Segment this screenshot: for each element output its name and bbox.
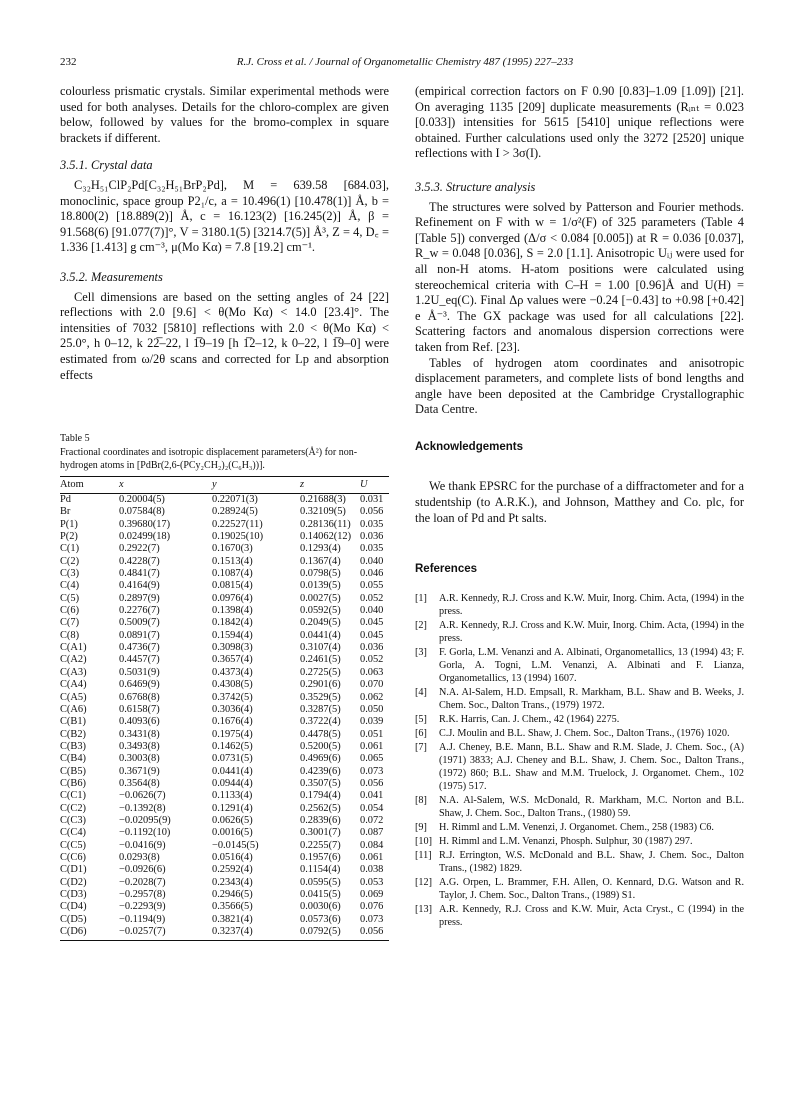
page-number: 232	[60, 56, 77, 68]
cell-y: 0.22071(3)	[212, 494, 258, 505]
cell-x: 0.3493(8)	[119, 740, 160, 752]
reference-item	[415, 849, 744, 875]
cell-z: 0.1367(4)	[300, 555, 341, 567]
cell-u: 0.072	[360, 814, 384, 826]
col-header-atom: Atom	[60, 477, 119, 494]
structure-analysis-paragraph-2: Tables of hydrogen atom coordinates and anisotropic displacement parameters, and complete lists of bond lengths and angle have been deposited at the Cambridge Crystallographic Data Centre.	[415, 355, 744, 417]
table-row	[60, 716, 389, 728]
cell-atom: C(A5)	[60, 691, 87, 703]
cell-atom: C(B2)	[60, 728, 86, 740]
cell-y: 0.3566(5)	[212, 901, 253, 913]
cell-atom: C(4)	[60, 580, 80, 592]
col-header-u: U	[360, 477, 389, 494]
cell-u: 0.041	[360, 790, 384, 802]
cell-u: 0.070	[360, 679, 384, 691]
cell-z: 0.2725(5)	[300, 666, 341, 678]
cell-x: −0.0416(9)	[119, 839, 166, 851]
cell-u: 0.054	[360, 802, 384, 814]
cell-atom: C(A6)	[60, 703, 87, 715]
table-row	[60, 753, 389, 765]
reference-text: N.A. Al-Salem, H.D. Empsall, R. Markham, B.L. Shaw and B. Weeks, J. Chem. Soc., Dalton Trans., (1979) 1972.	[439, 686, 744, 711]
cell-atom: C(B5)	[60, 765, 86, 777]
cell-x: 0.07584(8)	[119, 506, 165, 518]
reference-number: [10]	[415, 835, 432, 847]
reference-item	[415, 646, 744, 685]
cell-z: 0.0139(5)	[300, 580, 341, 592]
cell-u: 0.073	[360, 913, 384, 925]
cell-z: 0.32109(5)	[300, 506, 346, 518]
cell-x: 0.39680(17)	[119, 518, 171, 530]
cell-x: −0.1192(10)	[119, 827, 171, 839]
acknowledgements-paragraph: We thank EPSRC for the purchase of a diffractometer and for a studentship (to A.R.K.), and Johnson, Matthey and Co. plc, for the loan of Pd and Pt salts.	[415, 479, 744, 525]
cell-x: 0.4736(7)	[119, 642, 160, 654]
table-row	[60, 877, 389, 889]
cell-y: 0.2592(4)	[212, 864, 253, 876]
table-row	[60, 864, 389, 876]
structure-analysis-paragraph-1: The structures were solved by Patterson and Fourier methods. Refinement on F with w = 1/σ²(F) of 325 parameters (Table 4 [Table 5]) converged (Δ/σ < 0.084 [0.005]) at R = 0.036 [0.037], R_w = 0.048 [0.036], S = 2.0 [1.1]. Anisotropic Uᵢⱼ were used for all non-H atoms. H-atom positions were calculated using stereochemical criteria with C–H = 1.00 [0.96]Å and U(H) = 1.2U_eq(C). Final Δρ values were −0.24 [−0.43] to +0.98 [+0.42] e Å⁻³. The GX package was used for all calculations [22]. Scattering factors and anomalous dispersion corrections were taken from Ref. [23].	[415, 199, 744, 354]
cell-atom: Pd	[60, 494, 71, 505]
cell-u: 0.056	[360, 926, 389, 941]
acknowledgements-heading: Acknowledgements	[415, 440, 523, 453]
reference-number: [12]	[415, 876, 432, 888]
cell-atom: C(A1)	[60, 642, 87, 654]
cell-z: 0.2562(5)	[300, 802, 341, 814]
reference-item	[415, 794, 744, 820]
section-heading-measurements: 3.5.2. Measurements	[60, 269, 163, 284]
cell-u: 0.056	[360, 506, 384, 518]
intro-paragraph: colourless prismatic crystals. Similar experimental methods were used for both analyses. Details for the chloro-complex are given below, followed by values for the bromo-complex in square brackets if different.	[60, 84, 389, 145]
table-row	[60, 654, 389, 666]
table-row	[60, 790, 389, 802]
cell-u: 0.040	[360, 555, 384, 567]
cell-z: 0.5200(5)	[300, 740, 341, 752]
table-row	[60, 926, 389, 941]
reference-number: [5]	[415, 713, 427, 725]
cell-atom: C(D6)	[60, 926, 119, 941]
cell-x: 0.4457(7)	[119, 654, 160, 666]
cell-y: 0.2343(4)	[212, 876, 253, 888]
cell-u: 0.035	[360, 518, 384, 530]
references-heading: References	[415, 563, 478, 576]
reference-text: A.G. Orpen, L. Brammer, F.H. Allen, O. Kennard, D.G. Watson and R. Taylor, J. Chem. Soc., Dalton Trans., (1989) S1.	[439, 876, 744, 901]
references-list	[415, 592, 744, 929]
cell-z: 0.3722(4)	[300, 716, 341, 728]
cell-z: 0.0415(5)	[300, 889, 341, 900]
reference-text: R.J. Errington, W.S. McDonald and B.L. Shaw, J. Chem. Soc., Dalton Trans., (1982) 1829.	[439, 849, 744, 874]
reference-number: [11]	[415, 849, 432, 861]
reference-item	[415, 592, 744, 618]
table-row	[60, 679, 389, 691]
reference-text: F. Gorla, L.M. Venanzi and A. Albinati, Organometallics, 13 (1994) 43; F. Gorla, A. Togni, L.M. Venanzi, A. Albinati and F. Lianza, Organometallics, 13 (1994) 1607.	[439, 646, 744, 684]
cell-u: 0.053	[360, 876, 384, 888]
cell-atom: C(C5)	[60, 839, 86, 851]
col-header-x: x	[119, 477, 212, 494]
cell-y: 0.3821(4)	[212, 913, 253, 925]
cell-atom: P(1)	[60, 518, 78, 530]
cell-y: 0.3098(3)	[212, 642, 253, 654]
cell-x: 0.4841(7)	[119, 568, 160, 580]
reference-item	[415, 727, 744, 740]
cell-u: 0.038	[360, 864, 384, 876]
cell-z: 0.4478(5)	[300, 728, 341, 740]
cell-x: −0.02095(9)	[119, 814, 171, 826]
reference-number: [1]	[415, 592, 427, 604]
cell-y: 0.1462(5)	[212, 740, 253, 752]
cell-x: 0.3431(8)	[119, 728, 160, 740]
reference-text: R.K. Harris, Can. J. Chem., 42 (1964) 2275.	[439, 713, 620, 725]
reference-text: A.R. Kennedy, R.J. Cross and K.W. Muir, Inorg. Chim. Acta, (1994) in the press.	[439, 619, 744, 644]
reference-number: [6]	[415, 727, 427, 739]
cell-atom: C(C1)	[60, 790, 86, 802]
table-row	[60, 692, 389, 704]
table-row	[60, 617, 389, 629]
cell-u: 0.052	[360, 592, 384, 604]
cell-y: 0.1398(4)	[212, 605, 253, 617]
cell-x: −0.1194(9)	[119, 913, 166, 925]
cell-x: 0.2922(7)	[119, 543, 160, 555]
section-heading-crystal-data: 3.5.1. Crystal data	[60, 158, 153, 173]
cell-atom: C(A3)	[60, 666, 87, 678]
cell-atom: C(5)	[60, 592, 80, 604]
reference-text: H. Rimml and L.M. Venanzi, Phosph. Sulphur, 30 (1987) 297.	[439, 835, 693, 847]
cell-atom: C(C6)	[60, 851, 86, 863]
cell-y: 0.1594(4)	[212, 629, 253, 641]
cell-x: 0.4093(6)	[119, 716, 160, 728]
table-label: Table 5	[60, 433, 90, 444]
cell-x: −0.2293(9)	[119, 901, 166, 913]
cell-atom: C(D1)	[60, 864, 87, 876]
cell-y: 0.3036(4)	[212, 703, 253, 715]
table-row	[60, 803, 389, 815]
reference-number: [7]	[415, 741, 427, 753]
cell-u: 0.039	[360, 716, 384, 728]
reference-text: A.J. Cheney, B.E. Mann, B.L. Shaw and R.M. Slade, J. Chem. Soc., (A) (1971) 3833; A.J. Cheney and B.L. Shaw, J. Chem. Soc., Dalton Trans., (1972) 860; B.L. Shaw and M.M. Truelock, J. Organomet. Chem., 102 (1975) 517.	[439, 741, 744, 792]
cell-atom: C(7)	[60, 617, 80, 629]
cell-z: 0.1293(4)	[300, 543, 341, 555]
cell-x: 0.3003(8)	[119, 753, 160, 765]
cell-u: 0.087	[360, 827, 384, 839]
cell-x: 0.20004(5)	[119, 494, 165, 505]
table-row	[60, 568, 389, 580]
reference-text: N.A. Al-Salem, W.S. McDonald, R. Markham, M.C. Norton and B.L. Shaw, J. Chem. Soc., Dalton Trans., (1980) 59.	[439, 794, 744, 819]
cell-u: 0.035	[360, 543, 384, 555]
reference-number: [8]	[415, 794, 427, 806]
left-column	[60, 84, 389, 383]
cell-z: 0.2461(5)	[300, 654, 341, 666]
cell-u: 0.073	[360, 765, 384, 777]
cell-z: 0.0030(6)	[300, 901, 341, 913]
table-row	[60, 766, 389, 778]
cell-atom: C(3)	[60, 568, 80, 580]
cell-y: 0.22527(11)	[212, 518, 263, 530]
table-row	[60, 593, 389, 605]
cell-u: 0.084	[360, 839, 384, 851]
cell-x: 0.3564(8)	[119, 777, 160, 789]
cell-y: 0.0815(4)	[212, 580, 253, 592]
cell-z: 0.0792(5)	[300, 926, 360, 941]
cell-y: 0.1975(4)	[212, 728, 253, 740]
reference-number: [2]	[415, 619, 427, 631]
crystal-data-paragraph: C₃₂H₅₁ClP₂Pd[C₃₂H₅₁BrP₂Pd], M = 639.58 [684.03], monoclinic, space group P2₁/c, a = 10.496(1) [10.478(1)] Å, b = 18.800(2) [18.889(2)] Å, c = 16.123(2) [16.245(2)] Å, β = 91.568(6) [91.077(7)]°, V = 3180.1(5) [3214.7(5)] Å³, Z = 4, D꜀ = 1.336 [1.413] g cm⁻³, μ(Mo Kα) = 7.8 [19.2] cm⁻¹.	[60, 177, 389, 255]
cell-y: 0.3237(4)	[212, 926, 300, 941]
cell-atom: C(B3)	[60, 740, 86, 752]
cell-atom: C(B1)	[60, 716, 86, 728]
cell-x: 0.3671(9)	[119, 765, 160, 777]
cell-z: 0.0592(5)	[300, 605, 341, 617]
cell-atom: C(C2)	[60, 802, 86, 814]
table-row	[60, 840, 389, 852]
section-heading-structure-analysis: 3.5.3. Structure analysis	[415, 179, 536, 194]
cell-x: 0.6158(7)	[119, 703, 160, 715]
cell-x: 0.2276(7)	[119, 605, 160, 617]
cell-atom: C(C4)	[60, 827, 86, 839]
reference-number: [3]	[415, 646, 427, 658]
cell-x: 0.0293(8)	[119, 851, 160, 863]
table-row	[60, 531, 389, 543]
cell-y: 0.3657(4)	[212, 654, 253, 666]
running-title: R.J. Cross et al. / Journal of Organometallic Chemistry 487 (1995) 227–233	[236, 56, 574, 68]
table-row	[60, 494, 389, 507]
reference-text: C.J. Moulin and B.L. Shaw, J. Chem. Soc., Dalton Trans., (1976) 1020.	[439, 727, 730, 739]
cell-u: 0.063	[360, 666, 384, 678]
table-row	[60, 815, 389, 827]
cell-atom: C(2)	[60, 555, 80, 567]
table-row	[60, 543, 389, 555]
cell-z: 0.1154(4)	[300, 864, 341, 876]
cell-u: 0.051	[360, 728, 384, 740]
col-header-y: y	[212, 477, 300, 494]
table-row	[60, 580, 389, 592]
cell-z: 0.2049(5)	[300, 617, 341, 629]
cell-u: 0.061	[360, 851, 384, 863]
cell-x: −0.0926(6)	[119, 864, 166, 876]
continued-paragraph: (empirical correction factors on F 0.90 [0.83]–1.09 [1.09]) [21]. On averaging 1135 [209] duplicate measurements (Rᵢₙₜ = 0.023 [0.033]) intensities for 5615 [5410] unique reflections were obtained. Further calculations used only the 3272 [2520] unique reflections with I > 3σ(I).	[415, 84, 744, 161]
cell-z: 0.2901(6)	[300, 679, 341, 691]
cell-y: 0.0516(4)	[212, 851, 253, 863]
cell-y: 0.0626(5)	[212, 814, 253, 826]
cell-atom: P(2)	[60, 531, 78, 543]
table-row	[60, 519, 389, 531]
cell-z: 0.3507(5)	[300, 777, 341, 789]
cell-z: 0.21688(3)	[300, 494, 346, 505]
reference-item	[415, 713, 744, 726]
cell-z: 0.4969(6)	[300, 753, 341, 765]
cell-z: 0.1957(6)	[300, 851, 341, 863]
table-row	[60, 556, 389, 568]
reference-text: A.R. Kennedy, R.J. Cross and K.W. Muir, Inorg. Chim. Acta, (1994) in the press.	[439, 592, 744, 617]
cell-atom: C(C3)	[60, 814, 86, 826]
table-row	[60, 506, 389, 518]
cell-y: 0.0016(5)	[212, 827, 253, 839]
table-row	[60, 642, 389, 654]
cell-atom: C(1)	[60, 543, 80, 555]
cell-y: 0.0976(4)	[212, 592, 253, 604]
cell-y: 0.28924(5)	[212, 506, 258, 518]
cell-u: 0.062	[360, 691, 384, 703]
reference-item	[415, 619, 744, 645]
reference-text: A.R. Kennedy, R.J. Cross and K.W. Muir, Acta Cryst., C (1994) in the press.	[439, 903, 744, 928]
cell-u: 0.069	[360, 889, 384, 900]
table-header-row	[60, 477, 389, 494]
right-column	[415, 84, 744, 930]
reference-text: H. Rimml and L.M. Venenzi, J. Organomet. Chem., 258 (1983) C6.	[439, 821, 714, 833]
cell-x: 0.0891(7)	[119, 629, 160, 641]
table-row	[60, 901, 389, 913]
table-row	[60, 729, 389, 741]
cell-u: 0.065	[360, 753, 384, 765]
cell-atom: Br	[60, 506, 71, 518]
cell-y: 0.1087(4)	[212, 568, 253, 580]
cell-x: 0.4164(9)	[119, 580, 160, 592]
table-row	[60, 914, 389, 926]
cell-y: 0.4308(5)	[212, 679, 253, 691]
cell-u: 0.045	[360, 617, 384, 629]
table-row	[60, 667, 389, 679]
cell-x: 0.6768(8)	[119, 691, 160, 703]
coordinates-table	[60, 476, 389, 941]
reference-number: [9]	[415, 821, 427, 833]
table-row	[60, 630, 389, 642]
cell-y: 0.1842(4)	[212, 617, 253, 629]
cell-u: 0.055	[360, 580, 384, 592]
cell-atom: C(D4)	[60, 901, 87, 913]
reference-number: [4]	[415, 686, 427, 698]
table-row	[60, 704, 389, 716]
cell-z: 0.3001(7)	[300, 827, 341, 839]
reference-number: [13]	[415, 903, 432, 915]
cell-u: 0.040	[360, 605, 384, 617]
cell-atom: C(D3)	[60, 889, 87, 900]
cell-z: 0.4239(6)	[300, 765, 341, 777]
cell-x: 0.02499(18)	[119, 531, 171, 543]
reference-item	[415, 835, 744, 848]
reference-item	[415, 903, 744, 929]
cell-atom: C(A4)	[60, 679, 87, 691]
table-row	[60, 778, 389, 790]
cell-atom: C(8)	[60, 629, 80, 641]
table-caption-text: Fractional coordinates and isotropic displacement parameters(Å²) for non-hydrogen atoms in [PdBr(2,6-(PCy₂CH₂)₂(C₆H₃))].	[60, 447, 358, 471]
cell-x: 0.5009(7)	[119, 617, 160, 629]
cell-y: 0.0731(5)	[212, 753, 253, 765]
cell-u: 0.052	[360, 654, 384, 666]
cell-x: 0.5031(9)	[119, 666, 160, 678]
cell-x: −0.0257(7)	[119, 926, 212, 941]
cell-u: 0.061	[360, 740, 384, 752]
reference-item	[415, 876, 744, 902]
cell-y: 0.0944(4)	[212, 777, 253, 789]
cell-x: 0.6469(9)	[119, 679, 160, 691]
cell-u: 0.046	[360, 568, 384, 580]
cell-y: 0.1676(4)	[212, 716, 253, 728]
cell-y: 0.1513(4)	[212, 555, 253, 567]
col-header-z: z	[300, 477, 360, 494]
cell-x: −0.2028(7)	[119, 876, 166, 888]
cell-u: 0.076	[360, 901, 384, 913]
cell-z: 0.3287(5)	[300, 703, 341, 715]
reference-item	[415, 686, 744, 712]
cell-u: 0.036	[360, 642, 384, 654]
cell-atom: C(6)	[60, 605, 80, 617]
cell-z: 0.2839(6)	[300, 814, 341, 826]
cell-z: 0.1794(4)	[300, 790, 341, 802]
cell-y: 0.1291(4)	[212, 802, 253, 814]
cell-z: 0.14062(12)	[300, 531, 352, 543]
cell-y: 0.0441(4)	[212, 765, 253, 777]
table-row	[60, 827, 389, 839]
table-row	[60, 741, 389, 753]
cell-x: −0.2957(8)	[119, 889, 166, 900]
cell-z: 0.28136(11)	[300, 518, 351, 530]
cell-atom: C(B4)	[60, 753, 86, 765]
cell-x: −0.0626(7)	[119, 790, 166, 802]
cell-z: 0.0798(5)	[300, 568, 341, 580]
cell-y: 0.4373(4)	[212, 666, 253, 678]
cell-atom: C(D2)	[60, 876, 87, 888]
cell-x: −0.1392(8)	[119, 802, 166, 814]
cell-z: 0.3529(5)	[300, 691, 341, 703]
measurements-paragraph: Cell dimensions are based on the setting angles of 24 [22] reflections with 2.0 [9.6] < θ(Mo Kα) < 14.0 [23.4]°. The intensities of 7032 [5810] reflections with 2.0 < θ(Mo Kα) < 25.0°, h 0–12, k 22̅–22, l 1̅9–19 [h 1̅2–12, k 0–22, l 1̅9–0] were estimated from ω/2θ scans and corrected for Lp and absorption effects	[60, 289, 389, 382]
cell-z: 0.0027(5)	[300, 592, 341, 604]
cell-y: 0.19025(10)	[212, 531, 264, 543]
cell-y: 0.3742(5)	[212, 691, 253, 703]
cell-z: 0.3107(4)	[300, 642, 341, 654]
cell-x: 0.4228(7)	[119, 555, 160, 567]
running-header	[60, 56, 750, 72]
cell-atom: C(D5)	[60, 913, 87, 925]
cell-x: 0.2897(9)	[119, 592, 160, 604]
cell-atom: C(A2)	[60, 654, 87, 666]
reference-item	[415, 741, 744, 793]
cell-u: 0.045	[360, 629, 384, 641]
cell-z: 0.0441(4)	[300, 629, 341, 641]
table-caption	[60, 432, 389, 472]
cell-atom: C(B6)	[60, 777, 86, 789]
reference-item	[415, 821, 744, 834]
cell-z: 0.0573(6)	[300, 913, 341, 925]
cell-y: 0.1670(3)	[212, 543, 253, 555]
table-row	[60, 605, 389, 617]
cell-z: 0.2255(7)	[300, 839, 341, 851]
cell-y: −0.0145(5)	[212, 839, 259, 851]
cell-z: 0.0595(5)	[300, 876, 341, 888]
cell-y: 0.2946(5)	[212, 889, 253, 900]
cell-u: 0.050	[360, 703, 384, 715]
cell-u: 0.036	[360, 531, 384, 543]
cell-u: 0.056	[360, 777, 384, 789]
table-row	[60, 852, 389, 864]
cell-u: 0.031	[360, 494, 384, 505]
table-row	[60, 889, 389, 901]
cell-y: 0.1133(4)	[212, 790, 253, 802]
